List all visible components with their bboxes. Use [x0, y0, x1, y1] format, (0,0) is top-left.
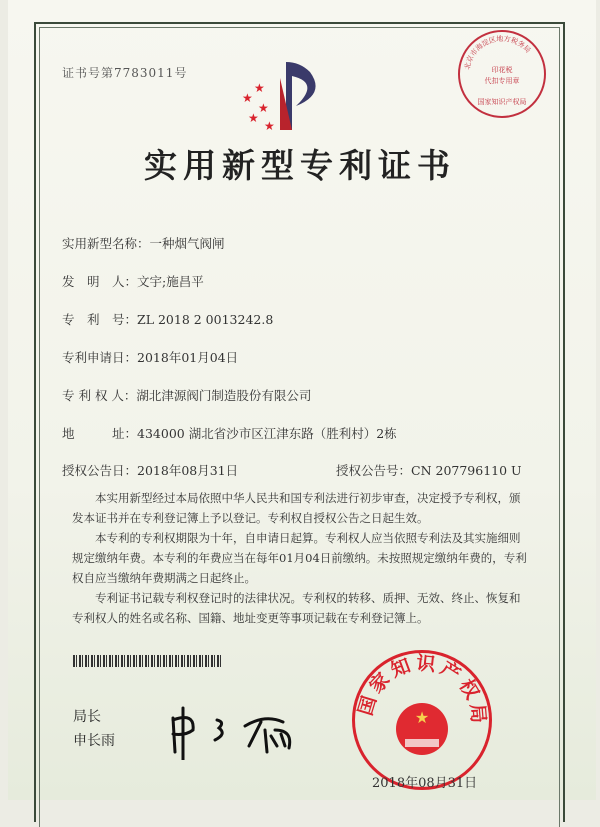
field-inventor: 发 明 人：文宇;施昌平 [62, 274, 204, 289]
svg-text:国家知识产权局: 国家知识产权局 [477, 98, 527, 106]
field-announcement-number: 授权公告号：CN 207796110 U [336, 463, 522, 478]
svg-text:国家知识产权局: 国家知识产权局 [355, 653, 489, 728]
svg-text:北京市海淀区地方税务局: 北京市海淀区地方税务局 [463, 34, 533, 71]
field-address: 地 址：434000 湖北省沙市区江津东路（胜利村）2栋 [62, 426, 397, 441]
field-utility-model-name: 实用新型名称：一种烟气阀闸 [62, 236, 225, 251]
seal-date: 2018年08月31日 [372, 776, 478, 791]
svg-text:代扣专用章: 代扣专用章 [484, 77, 520, 85]
signatory-title: 局长 [73, 709, 101, 725]
svg-text:★: ★ [248, 111, 259, 125]
paragraph-1: 本实用新型经过本局依照中华人民共和国专利法进行初步审查，决定授予专利权，颁发本证书并在专利登记簿上予以登记。专利权自授权公告之日起生效。 [72, 491, 521, 525]
svg-text:★: ★ [242, 91, 253, 105]
signatory-name: 申长雨 [73, 733, 115, 749]
tax-stamp [458, 30, 546, 118]
signature [165, 700, 305, 764]
certificate-number: 证书号第7783011号 [62, 66, 188, 80]
svg-text:★: ★ [414, 708, 430, 727]
svg-text:印花税: 印花税 [491, 66, 513, 74]
svg-text:★: ★ [258, 101, 269, 115]
svg-text:★: ★ [264, 119, 275, 133]
svg-text:★: ★ [254, 81, 265, 95]
paragraph-2: 本专利的专利权期限为十年，自申请日起算。专利权人应当依照专利法及其实施细则规定缴纳年费。本专利的年费应当在每年01月04日前缴纳。未按照规定缴纳年费的，专利权自应当缴纳年费期满之日起终止。 [72, 531, 527, 585]
field-patent-number: 专 利 号：ZL 2018 2 0013242.8 [62, 312, 274, 327]
page-title: 实用新型专利证书 [144, 146, 456, 185]
barcode [73, 655, 221, 667]
official-seal [352, 650, 492, 790]
field-application-date: 专利申请日：2018年01月04日 [62, 350, 239, 365]
paragraph-3: 专利证书记载专利权登记时的法律状况。专利权的转移、质押、无效、终止、恢复和专利权人的姓名或名称、国籍、地址变更等事项记载在专利登记簿上。 [72, 591, 521, 625]
cnipa-logo [240, 58, 330, 138]
field-patentee: 专 利 权 人：湖北津源阀门制造股份有限公司 [62, 388, 312, 403]
field-grant-date: 授权公告日：2018年08月31日 [62, 463, 239, 478]
